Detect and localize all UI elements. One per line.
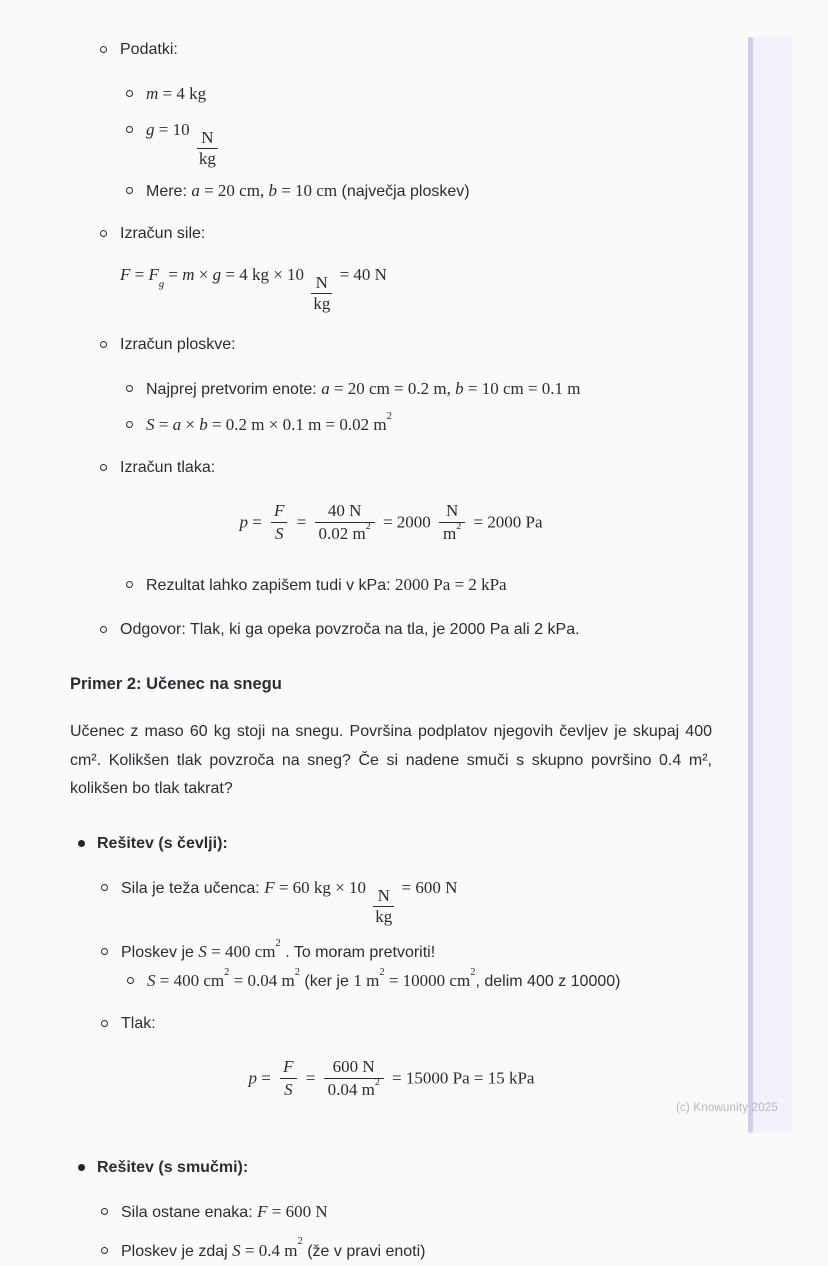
dimensions-text: Mere: a = 20 cm, b = 10 cm (največja ploskev) (146, 180, 470, 200)
ploskve-sublist (120, 375, 712, 440)
rezultat-text: Rezultat lahko zapišem tudi v kPa: 2000 Pa = 2 kPa (146, 575, 507, 595)
bullet-disc-icon (78, 830, 97, 847)
pretvorba-cevlji-formula: S = 400 $cm^2 = 0.04$ $m^2$ (ker je 1 $m^2 = 10000$ $cm^2$, delim 400 z 10000) (147, 966, 621, 990)
scrollbar-thumb[interactable] (748, 37, 753, 1133)
list-item-resitev-cevlji (78, 830, 712, 1128)
list-item-mass (126, 80, 712, 109)
bullet-circle-icon (101, 1237, 121, 1254)
bullet-circle-icon (100, 331, 120, 348)
podatki-label: Podatki: (120, 41, 178, 58)
podatki-sublist (120, 80, 712, 206)
pressure-display-formula-1: p = $\frac{F}{S}$ = $\frac{40 N}{0.02 m^2}$ = 2000 $\frac{N}{m^2}$ = 2000 Pa (70, 500, 712, 546)
list-item-izracun-ploskve (100, 331, 712, 440)
ploskev-cevlji-text: Ploskev je S = 400 $cm^2$ . To moram pretvoriti! (121, 937, 436, 961)
bullet-circle-icon (126, 411, 146, 428)
bullet-disc-icon (78, 1154, 97, 1171)
bullet-circle-icon (127, 967, 147, 984)
bullet-circle-icon (126, 116, 146, 133)
izracun-tlaka-label: Izračun tlaka: (120, 458, 216, 476)
izracun-sile-label: Izračun sile: (120, 224, 206, 242)
sila-cevlji-formula: Sila je teža učenca: F = 60 kg × 10 $\frac{N}{kg}$ = 600 N (121, 877, 458, 927)
smucmi-sublist (97, 1198, 712, 1266)
list-item-pretvorba-cevlji (127, 967, 712, 996)
bullet-circle-icon (100, 454, 120, 471)
sila-smucmi-formula: Sila ostane enaka: F = 600 N (121, 1201, 328, 1221)
mass-formula: m = 4 kg (146, 84, 207, 103)
list-item-izracun-tlaka (100, 454, 712, 601)
bullet-circle-icon (101, 1010, 121, 1027)
bullet-circle-icon (100, 616, 120, 633)
bullet-circle-icon (126, 375, 146, 392)
list-item-odgovor (100, 616, 712, 644)
list-item-dimensions (126, 177, 712, 206)
resitev-cevlji-label: Rešitev (s čevlji): (97, 834, 228, 852)
bullet-circle-icon (100, 36, 120, 53)
bullet-circle-icon (101, 938, 121, 955)
pressure-display-formula-2: p = $\frac{F}{S}$ = $\frac{600 N}{0.04 m^2}$ = 15000 Pa = 15 kPa (71, 1056, 712, 1102)
force-formula: $F = F_g = m \times g = 4$ kg × 10 $\frac{N}{kg}$ = 40 N (120, 264, 387, 314)
cevlji-sublist (97, 874, 712, 1128)
list-item-gravity (126, 116, 712, 170)
list-item-rezultat (126, 571, 712, 600)
primer2-solution-list (70, 830, 712, 1266)
document-content (70, 36, 712, 1266)
list-item-podatki (100, 36, 712, 206)
ploskev-conversion-sublist (121, 967, 712, 996)
unit-conversion-text: Najprej pretvorim enote: a = 20 cm = 0.2 m, b = 10 cm = 0.1 m (146, 378, 581, 398)
list-item-resitev-smucmi (78, 1154, 712, 1266)
footer-copyright: (c) Knowunity 2025 (675, 1102, 778, 1114)
primer2-heading: Primer 2: Učenec na snegu (70, 675, 282, 694)
list-item-ploskev-cevlji (101, 938, 712, 996)
area-formula: S = a × b = 0.2 m × 0.1 m = 0.02 $m^2$ (146, 410, 392, 434)
problem-paragraph: Učenec z maso 60 kg stoji na snegu. Površina podplatov njegovih čevljev je skupaj 400 cm². Kolikšen tlak povzroča na sneg? Če si nadene smuči s skupno površino 0.4 m², kolikšen bo tlak takrat? (70, 723, 712, 798)
primer1-solution-list (70, 36, 712, 644)
bullet-circle-icon (126, 571, 146, 588)
bullet-circle-icon (100, 220, 120, 237)
bullet-circle-icon (126, 177, 146, 194)
odgovor-text: Odgovor: Tlak, ki ga opeka povzroča na tla, je 2000 Pa ali 2 kPa. (120, 621, 580, 639)
izracun-ploskve-label: Izračun ploskve: (120, 335, 236, 353)
list-item-sila-cevlji (101, 874, 712, 928)
bullet-circle-icon (101, 874, 121, 891)
list-item-izracun-sile (100, 220, 712, 317)
gravity-formula: g = 10 $\frac{N}{kg}$ (146, 120, 216, 169)
list-item-ploskev-smucmi (101, 1237, 712, 1266)
list-item-unit-conversion (126, 375, 712, 404)
ploskev-smucmi-text: Ploskev je zdaj S = 0.4 $m^2$ (že v pravi enoti) (121, 1236, 426, 1260)
tlaka-sublist (120, 571, 712, 600)
resitev-smucmi-label: Rešitev (s smučmi): (97, 1158, 249, 1176)
list-item-area-formula (126, 411, 712, 440)
bullet-circle-icon (101, 1198, 121, 1215)
list-item-tlak (101, 1010, 712, 1128)
tlak-label: Tlak: (121, 1014, 156, 1032)
bullet-circle-icon (126, 80, 146, 97)
list-item-sila-smucmi (101, 1198, 712, 1227)
scrollbar-track (748, 37, 792, 1133)
